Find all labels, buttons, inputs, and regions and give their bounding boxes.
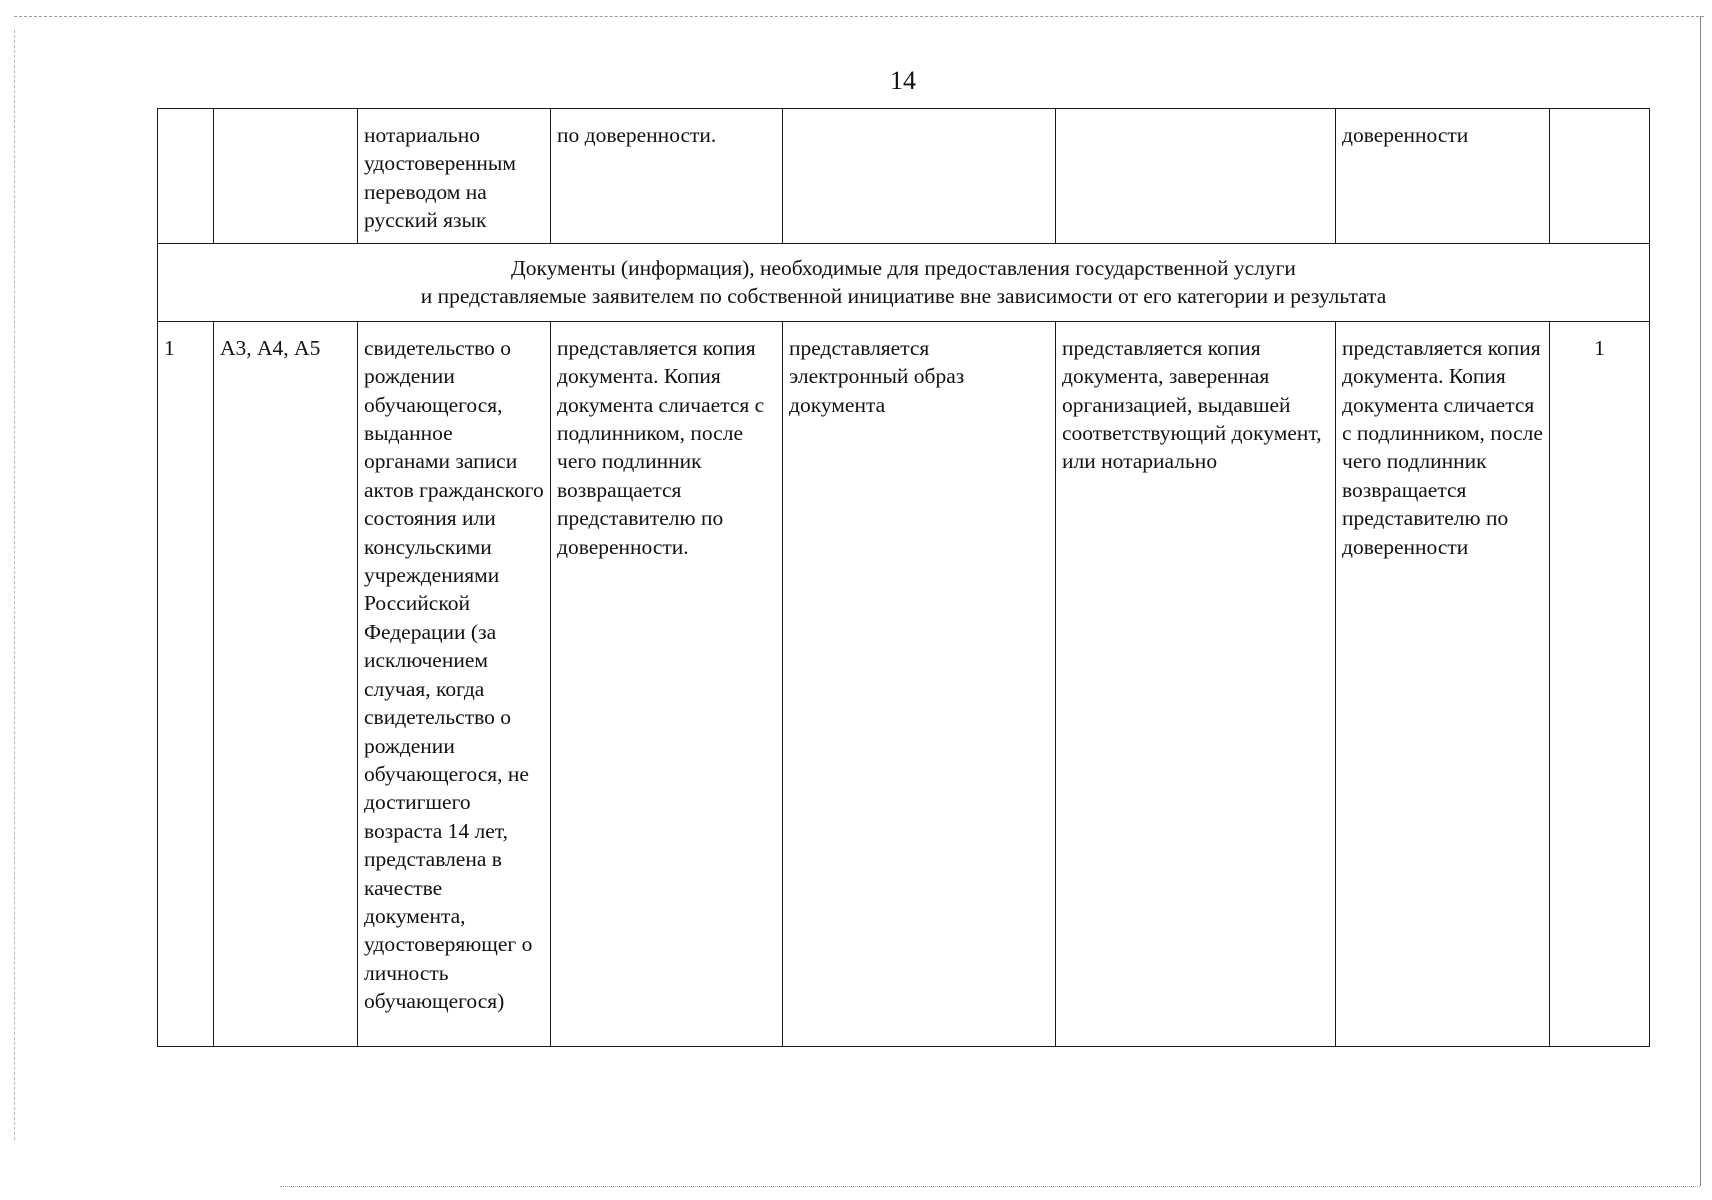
cell-requirement-mfc-continued: доверенности <box>1336 109 1550 244</box>
scan-border-right <box>1700 16 1701 1186</box>
cell-requirement-electronic: представляется электронный образ документа <box>783 321 1056 1046</box>
cell-document-continued: нотариально удостоверенным переводом на русский язык <box>358 109 551 244</box>
section-header-row <box>158 244 1650 322</box>
cell-codes-empty <box>214 109 358 244</box>
cell-number-empty <box>158 109 214 244</box>
section-header-cell <box>158 244 1650 322</box>
scan-border-bottom <box>280 1186 1700 1187</box>
cell-count: 1 <box>1550 321 1650 1046</box>
cell-requirement-mail: представляется копия документа, заверенная организацией, выдавшей соответствующий документ, или нотариально <box>1056 321 1336 1046</box>
documents-table <box>157 108 1650 1047</box>
scan-border-left <box>14 30 15 1140</box>
cell-requirement-electronic-empty <box>783 109 1056 244</box>
cell-requirement-mail-empty <box>1056 109 1336 244</box>
page-number: 14 <box>890 66 916 95</box>
section-header-line-2: и представляемые заявителем по собственной инициативе вне зависимости от его категории и результата <box>420 284 1387 309</box>
cell-requirement-in-person-continued: по доверенности. <box>551 109 783 244</box>
scan-border-top <box>14 16 1704 17</box>
table-row <box>158 321 1650 1046</box>
cell-document: свидетельство о рождении обучающегося, выданное органами записи актов гражданского состояния или консульскими учреждениями Российской Федерации (за исключением случая, когда свидетельство о рождении обучающегося, не достигшего возраста 14 лет, представлена в качестве документа, удостоверяющег о личность обучающегося) <box>358 321 551 1046</box>
cell-codes: А3, А4, А5 <box>214 321 358 1046</box>
cell-count-empty <box>1550 109 1650 244</box>
section-header-line-1: Документы (информация), необходимые для предоставления государственной услуги <box>511 256 1296 280</box>
cell-number: 1 <box>158 321 214 1046</box>
cell-requirement-in-person: представляется копия документа. Копия документа сличается с подлинником, после чего подлинник возвращается представителю по доверенности. <box>551 321 783 1046</box>
table-row-continued <box>158 109 1650 244</box>
cell-requirement-mfc: представляется копия документа. Копия документа сличается с подлинником, после чего подлинник возвращается представителю по доверенности <box>1336 321 1550 1046</box>
